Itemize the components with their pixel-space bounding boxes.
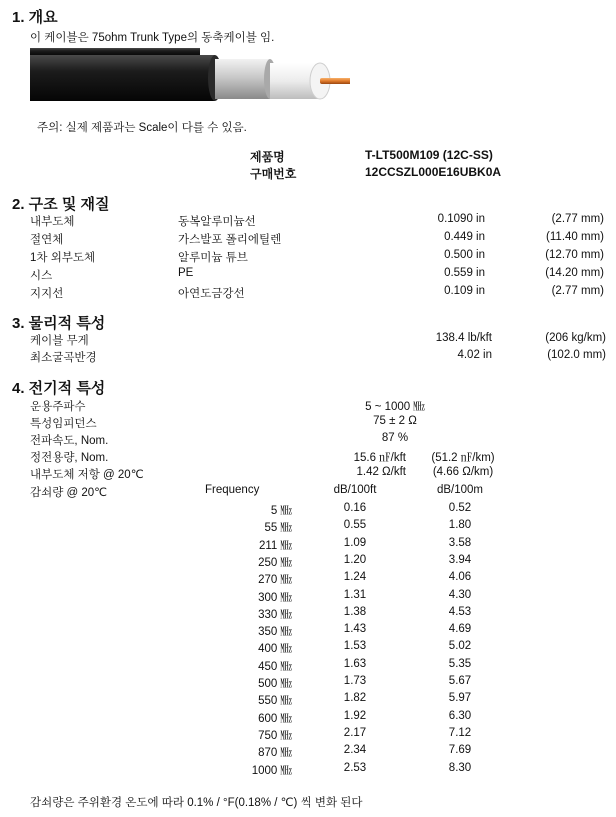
center-conductor [320, 78, 350, 84]
purchase-number-label: 구매번호 [250, 167, 297, 181]
physical-label: 최소굴곡반경 [30, 352, 97, 364]
freq-range-label: 운용주파수 [30, 401, 86, 413]
attenuation-db-100m: 4.53 [448, 606, 472, 618]
attenuation-db-100ft: 1.73 [343, 675, 367, 687]
section-heading-physical: 3. 물리적 특성 [12, 315, 106, 332]
attenuation-frequency: 500 ㎒ [258, 678, 292, 690]
attenuation-db-100ft: 1.82 [343, 692, 367, 704]
physical-value: 138.4 lb/kft [435, 332, 492, 344]
attenuation-db-100ft: 0.16 [343, 502, 367, 514]
structure-inch: 0.449 in [444, 231, 485, 243]
structure-mm: (14.20 mm) [545, 267, 604, 279]
image-scale-note: 주의: 실제 제품과는 Scale이 다를 수 있음. [37, 122, 247, 134]
attenuation-db-100ft: 1.63 [343, 658, 367, 670]
coaxial-cable-image [30, 44, 350, 112]
attenuation-label: 감쇠량 @ 20℃ [30, 487, 108, 499]
structure-material: 가스발포 폴리에틸렌 [178, 234, 282, 246]
structure-part: 1차 외부도체 [30, 252, 96, 264]
physical-metric: (206 kg/km) [545, 332, 606, 344]
velocity-label: 전파속도, Nom. [30, 435, 109, 447]
structure-inch: 0.500 in [444, 249, 485, 261]
capacitance-value: 15.6 ㎋/kft [353, 452, 406, 464]
structure-mm: (2.77 mm) [551, 213, 604, 225]
attenuation-db-100ft: 1.09 [343, 537, 367, 549]
attenuation-db-100m: 5.97 [448, 692, 472, 704]
attenuation-frequency: 330 ㎒ [258, 609, 292, 621]
impedance-value: 75 ± 2 Ω [373, 415, 417, 427]
attenuation-frequency: 450 ㎒ [258, 661, 292, 673]
attenuation-frequency: 400 ㎒ [258, 643, 292, 655]
attenuation-db-100ft: 2.34 [343, 744, 367, 756]
attenuation-db-100m: 5.67 [448, 675, 472, 687]
attenuation-db-100ft: 1.92 [343, 710, 367, 722]
structure-material: 아연도금강선 [178, 288, 245, 300]
attenuation-col-ft: dB/100ft [333, 484, 377, 496]
attenuation-db-100ft: 1.53 [343, 640, 367, 652]
structure-mm: (2.77 mm) [551, 285, 604, 297]
attenuation-db-100ft: 1.24 [343, 571, 367, 583]
attenuation-db-100m: 1.80 [448, 519, 472, 531]
velocity-value: 87 % [381, 432, 409, 444]
attenuation-db-100m: 0.52 [448, 502, 472, 514]
attenuation-db-100m: 3.58 [448, 537, 472, 549]
resistance-value: 1.42 Ω/kft [356, 466, 406, 478]
attenuation-db-100m: 5.02 [448, 640, 472, 652]
attenuation-db-100m: 3.94 [448, 554, 472, 566]
attenuation-db-100m: 6.30 [448, 710, 472, 722]
attenuation-frequency: 300 ㎒ [258, 592, 292, 604]
purchase-number-value: 12CCSZL000E16UBK0A [365, 165, 502, 179]
structure-material: 알루미늄 튜브 [178, 252, 248, 264]
attenuation-db-100ft: 1.31 [343, 589, 367, 601]
attenuation-db-100m: 7.69 [448, 744, 472, 756]
attenuation-db-100ft: 2.17 [343, 727, 367, 739]
structure-part: 시스 [30, 270, 53, 282]
cable-jacket [30, 55, 215, 101]
physical-value: 4.02 in [457, 349, 492, 361]
attenuation-frequency: 211 ㎒ [258, 540, 292, 552]
attenuation-db-100m: 7.12 [448, 727, 472, 739]
attenuation-frequency: 600 ㎒ [258, 713, 292, 725]
attenuation-frequency: 870 ㎒ [258, 747, 292, 759]
attenuation-db-100m: 4.06 [448, 571, 472, 583]
section-heading-structure: 2. 구조 및 재질 [12, 196, 110, 213]
attenuation-db-100m: 5.35 [448, 658, 472, 670]
attenuation-db-100ft: 0.55 [343, 519, 367, 531]
attenuation-footnote: 감쇠량은 주위환경 온도에 따라 0.1% / °F(0.18% / ℃) 씩 변화 된다 [30, 797, 363, 809]
messenger-wire [30, 48, 200, 56]
section-heading-electrical: 4. 전기적 특성 [12, 380, 106, 397]
freq-range-value: 5 ~ 1000 ㎒ [365, 401, 425, 413]
physical-label: 케이블 무게 [30, 335, 89, 347]
attenuation-db-100ft: 2.53 [343, 762, 367, 774]
structure-material: 동복알루미늄선 [178, 216, 256, 228]
attenuation-frequency: 5 ㎒ [270, 505, 292, 517]
attenuation-db-100ft: 1.38 [343, 606, 367, 618]
structure-inch: 0.1090 in [437, 213, 485, 225]
product-name-label: 제품명 [250, 150, 285, 164]
resistance-metric: (4.66 Ω/km) [432, 466, 494, 478]
attenuation-frequency: 550 ㎒ [258, 695, 292, 707]
structure-inch: 0.109 in [444, 285, 485, 297]
attenuation-col-m: dB/100m [436, 484, 484, 496]
product-name-value: T-LT500M109 (12C-SS) [365, 148, 493, 162]
capacitance-metric: (51.2 ㎋/km) [431, 452, 495, 464]
attenuation-db-100ft: 1.43 [343, 623, 367, 635]
attenuation-db-100m: 4.30 [448, 589, 472, 601]
attenuation-frequency: 270 ㎒ [258, 574, 292, 586]
outer-conductor [215, 59, 270, 99]
attenuation-col-frequency: Frequency [205, 484, 260, 496]
capacitance-label: 정전용량, Nom. [30, 452, 109, 464]
attenuation-frequency: 250 ㎒ [258, 557, 292, 569]
attenuation-db-100m: 4.69 [448, 623, 472, 635]
structure-part: 지지선 [30, 288, 64, 300]
attenuation-frequency: 350 ㎒ [258, 626, 292, 638]
attenuation-db-100ft: 1.20 [343, 554, 367, 566]
attenuation-db-100m: 8.30 [448, 762, 472, 774]
attenuation-frequency: 750 ㎒ [258, 730, 292, 742]
structure-mm: (12.70 mm) [545, 249, 604, 261]
structure-inch: 0.559 in [444, 267, 485, 279]
physical-metric: (102.0 mm) [547, 349, 606, 361]
structure-part: 내부도체 [30, 216, 75, 228]
structure-mm: (11.40 mm) [546, 231, 604, 243]
impedance-label: 특성임피던스 [30, 418, 97, 430]
attenuation-frequency: 55 ㎒ [264, 522, 292, 534]
overview-description: 이 케이블은 75ohm Trunk Type의 동축케이블 임. [30, 32, 275, 44]
attenuation-frequency: 1000 ㎒ [251, 765, 292, 777]
structure-material: PE [178, 267, 194, 279]
resistance-label: 내부도체 저항 @ 20℃ [30, 469, 144, 481]
section-heading-overview: 1. 개요 [12, 9, 58, 26]
structure-part: 절연체 [30, 234, 64, 246]
